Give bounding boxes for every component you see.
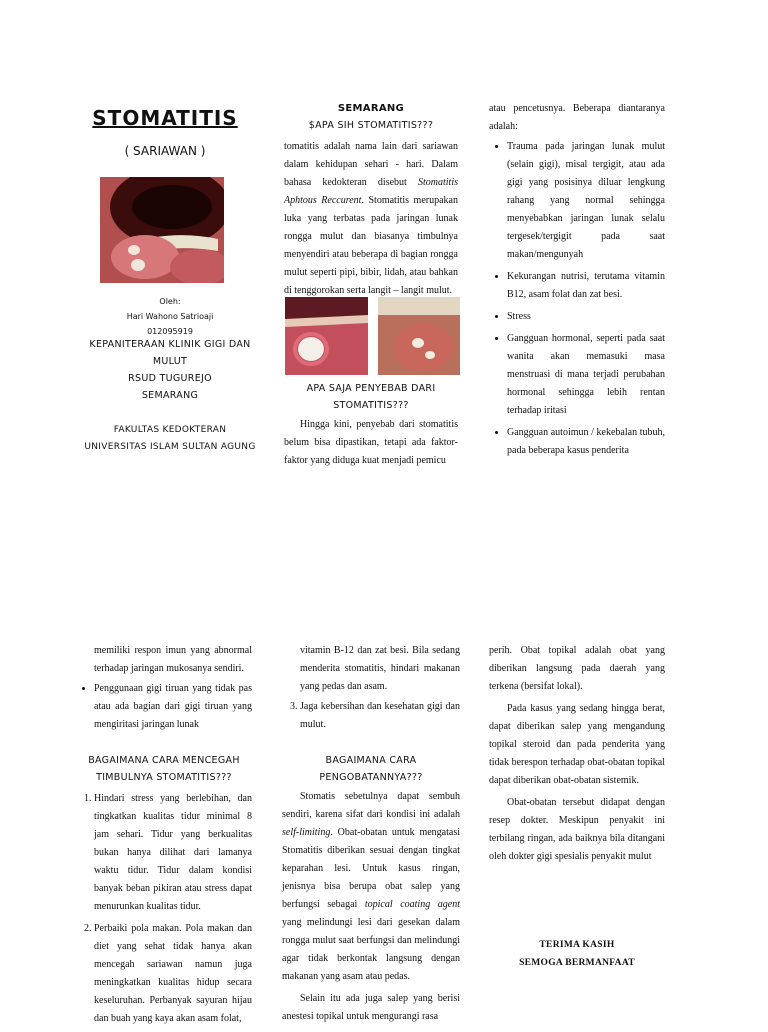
closing-line: SEMOGA BERMANFAAT: [519, 958, 635, 968]
list-item: 2. Perbaiki pola makan. Pola makan dan diet yang sehat tidak hanya akan mencegah sariawan namun juga meningkatkan kualitas hidup secara keseluruhan. Perbanyak sayuran hijau dan buah yang kaya akan asam folat,: [94, 920, 252, 1028]
question-treatment: BAGAIMANA CARA PENGOBATANNYA???: [319, 755, 423, 783]
hospital-city: SEMARANG: [141, 390, 199, 401]
treatment-paragraph-1: [282, 788, 460, 986]
what-is-column: [284, 100, 458, 300]
institution-block: [70, 336, 270, 404]
cause-text: Hingga kini, penyebab dari stomatitis belum bisa dipastikan, tetapi ada faktor-faktor yang diduga kuat menjadi pemicu: [284, 419, 458, 466]
question-prevention: BAGAIMANA CARA MENCEGAH TIMBULNYA STOMATITIS???: [88, 755, 240, 783]
prevention-continued: vitamin B-12 dan zat besi. Bila sedang menderita stomatitis, hindari makanan yang pedas dan asam.: [300, 645, 460, 692]
author-nim: 012095919: [147, 327, 193, 336]
university-name: UNIVERSITAS ISLAM SULTAN AGUNG: [84, 442, 256, 452]
causes-continued: memiliki respon imun yang abnormal terhadap jaringan mukosanya sendiri.: [94, 645, 252, 674]
department-line-2: MULUT: [152, 356, 188, 367]
causes-list-column: [489, 100, 665, 464]
treatment-part-a: Stomatis sebetulnya dapat sembuh sendiri, karena sifat dari kondisi ini adalah: [282, 791, 460, 820]
treatment-paragraph-5: Obat-obatan tersebut didapat dengan resep dokter. Meskipun penyakit ini terbilang ringan, ada baiknya bila ditangani oleh dokter gigi spesialis penyakit mulut: [489, 797, 665, 862]
list-item: • Kekurangan nutrisi, terutama vitamin B12, asam folat dan zat besi.: [507, 268, 665, 304]
question-what-is: $APA SIH STOMATITIS???: [308, 120, 434, 131]
treatment-part-c: yang melindungi lesi dari gesekan dalam rongga mulut saat berfungsi dan melindungi agar tidak berkontak langsung dengan makanan yang asam atau pedas.: [282, 917, 460, 982]
brochure-subtitle: ( SARIAWAN ): [124, 144, 206, 158]
definition-part-a: tomatitis adalah nama lain dari sariawan dalam kehidupan sehari - hari. Dalam bahasa kedokteran disebut: [284, 141, 458, 188]
cause-column: [284, 380, 458, 470]
causes-list-continued: [76, 680, 252, 734]
thanks-line: TERIMA KASIH: [539, 940, 615, 950]
treatment-continued-column: [489, 642, 665, 866]
prevention-list: [76, 790, 252, 1028]
department-line-1: KEPANITERAAN KLINIK GIGI DAN: [89, 339, 251, 350]
mouth-ulcer-photo-1: [100, 177, 224, 283]
mouth-ulcer-illustration-3: [378, 297, 460, 375]
list-item: • Trauma pada jaringan lunak mulut (selain gigi), misal tergigit, atau ada gigi yang posisinya diluar lengkung rahang yang normal sehingga menyebabkan jaringan lunak selalu tergesek/tergigit pada saat makan/mengunyah: [507, 138, 665, 264]
prevention-list-continued: [282, 698, 460, 734]
closing-block: [489, 936, 665, 972]
definition-text: [284, 138, 458, 300]
mouth-ulcer-illustration-1: [100, 177, 224, 283]
treatment-column: [282, 642, 460, 1026]
oleh-label: Oleh:: [159, 297, 181, 306]
prevention-column: [76, 642, 252, 1032]
list-item: • Gangguan autoimun / kekebalan tubuh, pada beberapa kasus penderita: [507, 424, 665, 460]
treatment-italic-2: topical coating agent: [364, 899, 460, 910]
cover-column: [70, 100, 260, 162]
causes-list: [489, 138, 665, 460]
list-item: • Stress: [507, 308, 665, 326]
definition-italic: Stomatitis Aphtous Reccurent: [284, 177, 458, 206]
treatment-part-b: . Obat-obatan untuk mengatasi Stomatitis diberikan sesuai dengan tingkat keparahan lesi. Untuk kasus ringan, jenisnya bisa berupa obat salep yang berfungsi sebagai: [282, 827, 460, 910]
faculty-block: [70, 422, 270, 456]
mouth-ulcer-illustration-2: [285, 297, 368, 375]
faculty-name: FAKULTAS KEDOKTERAN: [113, 425, 227, 435]
treatment-paragraph-3: perih. Obat topikal adalah obat yang diberikan langsung pada daerah yang terkena (bersifat lokal).: [489, 645, 665, 692]
hospital-name: RSUD TUGUREJO: [128, 373, 212, 384]
treatment-paragraph-2: Selain itu ada juga salep yang berisi anestesi topikal untuk mengurangi rasa: [282, 993, 460, 1022]
mouth-ulcer-photo-3: [378, 297, 460, 375]
definition-part-b: . Stomatitis merupakan luka yang terbatas pada jaringan lunak rongga mulut dan biasanya timbulnya menyendiri atau beberapa di bagian rongga mulut seperti pipi, bibir, lidah, atau bahkan di tenggorokan serta langit – langit mulut.: [284, 195, 458, 296]
list-item: 1. Hindari stress yang berlebihan, dan tingkatkan kualitas tidur minimal 8 jam sehari. Tidur yang berkualitas bukan hanya dilihat dari lamanya waktu tidur. Tidur dalam kondisi banyak beban pikiran atau stress dapat menurunkan kualitas tidur.: [94, 790, 252, 916]
list-item: • Gangguan hormonal, seperti pada saat wanita akan memasuki masa menstruasi di mana terjadi perubahan hormonal sehingga lebih rentan terhadap iritasi: [507, 330, 665, 420]
author-name: Hari Wahono Satrioaji: [126, 312, 214, 321]
question-causes: APA SAJA PENYEBAB DARI STOMATITIS???: [306, 383, 436, 411]
author-block: [70, 294, 270, 339]
mouth-ulcer-photo-2: [285, 297, 368, 375]
treatment-italic-1: self-limiting: [282, 827, 331, 838]
list-item: • Penggunaan gigi tiruan yang tidak pas atau ada bagian dari gigi tiruan yang mengiritasi jaringan lunak: [94, 680, 252, 734]
causes-intro: atau pencetusnya. Beberapa diantaranya adalah:: [489, 103, 665, 132]
list-item: 3. Jaga kebersihan dan kesehatan gigi dan mulut.: [300, 698, 460, 734]
brochure-title: STOMATITIS: [92, 106, 238, 130]
column-heading: SEMARANG: [337, 103, 405, 114]
treatment-paragraph-4: Pada kasus yang sedang hingga berat, dapat diberikan salep yang mengandung topikal steroid dan pada penderita yang tidak berespon terhadap obat-obatan topikal dapat diberikan obat-obatan sistemik.: [489, 703, 665, 786]
